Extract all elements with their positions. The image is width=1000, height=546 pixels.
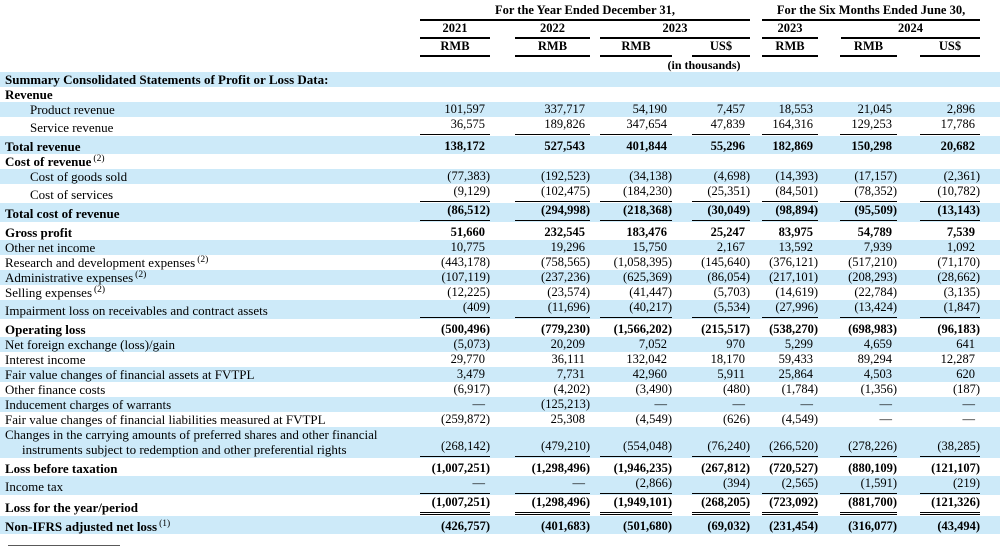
table-row	[0, 203, 1000, 222]
cell-value: 401,844	[626, 139, 667, 153]
cell-value: —	[962, 412, 976, 426]
cell-value: (40,217)	[590, 300, 672, 319]
cell-value: —	[879, 412, 893, 426]
cell-value: (22,784)	[854, 285, 898, 299]
row-label: Total cost of revenue	[5, 206, 120, 221]
table-row	[0, 412, 1000, 427]
cell-value: 36,575	[415, 117, 490, 136]
cell-value: 47,839	[672, 117, 750, 136]
cell-value: (626)	[722, 412, 751, 426]
cell-value: 55,296	[710, 139, 746, 153]
cell-value: 83,975	[778, 225, 814, 239]
cell-value: 232,545	[544, 225, 585, 239]
cell-value: 18,553	[778, 102, 814, 116]
row-label: Changes in the carrying amounts of preferred shares and other financial instruments subject to redemption and other preferential rights	[5, 427, 378, 457]
cell-value: 12,287	[940, 352, 976, 366]
cell-value: —	[490, 476, 590, 495]
cell-value: (125,213)	[541, 397, 590, 411]
cell-value: (1,784)	[781, 382, 819, 396]
header-spacer	[0, 0, 415, 21]
year-header-2021: 2021	[415, 21, 490, 39]
cell-value: 620	[956, 367, 976, 381]
cell-value: 4,659	[863, 337, 893, 351]
row-label: Loss before taxation	[5, 461, 118, 476]
table-row	[0, 154, 1000, 169]
currency-header: RMB	[415, 39, 490, 57]
cell-value: (121,326)	[897, 495, 1000, 516]
cell-value: —	[879, 397, 893, 411]
cell-value: (1,298,496)	[490, 495, 590, 516]
cell-value: (259,872)	[441, 412, 490, 426]
currency-header: RMB	[750, 39, 818, 57]
cell-value: (294,998)	[490, 203, 590, 222]
year-header-2023: 2023	[590, 21, 750, 39]
cell-value: (4,549)	[635, 412, 672, 426]
cell-value: (1,298,496)	[531, 461, 590, 475]
cell-value	[672, 87, 750, 102]
row-label: Administrative expenses $^{(2)}$	[5, 269, 147, 285]
cell-value: (4,202)	[553, 382, 590, 396]
cell-value: 101,597	[444, 102, 485, 116]
cell-value: (11,696)	[490, 300, 590, 319]
cell-value: 89,294	[857, 352, 893, 366]
cell-value: (218,368)	[590, 203, 672, 222]
row-label: Gross profit	[5, 225, 73, 240]
cell-value: 15,750	[632, 240, 667, 254]
cell-value: (43,494)	[937, 519, 981, 533]
cell-value: (231,454)	[769, 519, 819, 533]
cell-value: (1,566,202)	[613, 322, 672, 336]
cell-value: (9,129)	[415, 184, 490, 203]
cell-value: (217,101)	[769, 270, 819, 284]
cell-value: (6,917)	[453, 382, 490, 396]
col-group-label: For the Six Months Ended June 30,	[762, 3, 980, 21]
cell-value: 2,896	[946, 102, 976, 116]
table-row	[0, 352, 1000, 367]
cell-value: 641	[956, 337, 976, 351]
cell-value: 20,682	[940, 139, 976, 153]
cell-value: 7,731	[556, 367, 585, 381]
cell-value: 59,433	[778, 352, 814, 366]
cell-value: —	[415, 476, 490, 495]
cell-value: (266,520)	[750, 427, 818, 458]
cell-value: 7,539	[946, 225, 976, 239]
row-label: Operating loss	[5, 322, 86, 337]
row-label: Total revenue	[5, 139, 81, 154]
cell-value: 970	[726, 337, 746, 351]
table-row	[0, 255, 1000, 270]
year-header-2022: 2022	[490, 21, 590, 39]
cell-value: (3,135)	[943, 285, 981, 299]
table-row	[0, 117, 1000, 136]
cell-value: (5,534)	[672, 300, 750, 319]
cell-value: 18,170	[710, 352, 746, 366]
cell-value: 54,789	[857, 225, 893, 239]
cell-value: 51,660	[450, 225, 485, 239]
table-row	[0, 184, 1000, 203]
cell-value: —	[800, 397, 814, 411]
cell-value	[672, 72, 750, 87]
cell-value: 7,457	[716, 102, 746, 116]
table-row	[0, 72, 1000, 87]
row-label: Impairment loss on receivables and contract assets	[5, 303, 268, 318]
header-spacer	[0, 57, 415, 72]
table-row	[0, 427, 1000, 458]
header-spacer	[0, 21, 415, 39]
cell-value	[590, 87, 672, 102]
cell-value: 1,092	[946, 240, 976, 254]
cell-value: 7,939	[863, 240, 893, 254]
cell-value	[897, 154, 1000, 169]
table-row	[0, 240, 1000, 255]
cell-value: (219)	[897, 476, 1000, 495]
cell-value	[415, 72, 490, 87]
cell-value: 129,253	[818, 117, 897, 136]
cell-value	[490, 87, 590, 102]
cell-value	[590, 154, 672, 169]
cell-value: (86,512)	[415, 203, 490, 222]
cell-value: (1,946,235)	[613, 461, 672, 475]
cell-value: 25,864	[778, 367, 814, 381]
cell-value: (1,949,101)	[590, 495, 672, 516]
cell-value: (1,356)	[860, 382, 898, 396]
row-label: Product revenue	[30, 102, 115, 117]
cell-value: (34,138)	[629, 169, 672, 183]
cell-value: (10,782)	[897, 184, 1000, 203]
cell-value	[415, 154, 490, 169]
cell-value: 138,172	[444, 139, 485, 153]
row-label: Income tax	[5, 479, 64, 494]
cell-value: 36,111	[551, 352, 585, 366]
footnote-marker: (2)	[93, 153, 105, 164]
cell-value: (409)	[415, 300, 490, 319]
footnote-marker: (2)	[94, 284, 106, 295]
currency-header: RMB	[490, 39, 590, 57]
cell-value: 25,247	[710, 225, 746, 239]
row-label: Inducement charges of warrants	[5, 397, 172, 412]
row-label: Other finance costs	[5, 382, 106, 397]
cell-value: (237,236)	[541, 270, 590, 284]
cell-value: (779,230)	[541, 322, 590, 336]
cell-value: (102,475)	[490, 184, 590, 203]
currency-header: US$	[897, 39, 1000, 57]
cell-value: (479,210)	[490, 427, 590, 458]
cell-value: (187)	[952, 382, 981, 396]
cell-value: (758,565)	[541, 255, 590, 269]
cell-value: (2,565)	[750, 476, 818, 495]
cell-value: (316,077)	[848, 519, 898, 533]
cell-value: 29,770	[450, 352, 485, 366]
table-row	[0, 367, 1000, 382]
table-row	[0, 87, 1000, 102]
cell-value: (145,640)	[701, 255, 751, 269]
cell-value	[750, 87, 818, 102]
cell-value: (121,107)	[931, 461, 981, 475]
cell-value: (14,393)	[775, 169, 819, 183]
cell-value: (698,983)	[848, 322, 898, 336]
cell-value: (13,143)	[897, 203, 1000, 222]
cell-value: 182,869	[772, 139, 814, 153]
table-row	[0, 382, 1000, 397]
currency-header: RMB	[818, 39, 897, 57]
footnote-marker: (2)	[197, 254, 209, 265]
cell-value: (426,757)	[441, 519, 490, 533]
cell-value: (71,170)	[937, 255, 981, 269]
cell-value: 10,775	[450, 240, 485, 254]
row-label: Fair value changes of financial assets at FVTPL	[5, 367, 255, 382]
cell-value	[415, 87, 490, 102]
cell-value: 347,654	[590, 117, 672, 136]
row-label: Summary Consolidated Statements of Profit or Loss Data:	[5, 72, 329, 87]
cell-value: (25,351)	[672, 184, 750, 203]
cell-value: (376,121)	[769, 255, 819, 269]
cell-value	[750, 154, 818, 169]
cell-value: 2,167	[716, 240, 746, 254]
cell-value: (501,680)	[623, 519, 672, 533]
cell-value: (12,225)	[447, 285, 490, 299]
row-label: Research and development expenses $^{(2)}$	[5, 254, 209, 270]
cell-value: (720,527)	[769, 461, 819, 475]
cell-value	[672, 154, 750, 169]
table-body	[0, 72, 1000, 534]
cell-value: (443,178)	[441, 255, 490, 269]
col-group-six-months-jun30	[750, 0, 1000, 21]
cell-value	[897, 87, 1000, 102]
cell-value: (1,007,251)	[415, 495, 490, 516]
cell-value: (480)	[722, 382, 751, 396]
cell-value: (107,119)	[441, 270, 490, 284]
cell-value: 132,042	[626, 352, 667, 366]
row-label: Service revenue	[30, 120, 114, 135]
cell-value: (41,447)	[629, 285, 672, 299]
cell-value: (77,383)	[447, 169, 490, 183]
row-label: Non-IFRS adjusted net loss $^{(1)}$	[5, 518, 171, 534]
cell-value: (394)	[672, 476, 750, 495]
cell-value: 5,299	[784, 337, 814, 351]
cell-value: (538,270)	[769, 322, 819, 336]
cell-value: 13,592	[778, 240, 814, 254]
cell-value	[490, 154, 590, 169]
cell-value: (500,496)	[441, 322, 490, 336]
cell-value: (192,523)	[541, 169, 590, 183]
cell-value: (268,142)	[415, 427, 490, 458]
cell-value: 17,786	[897, 117, 1000, 136]
cell-value: (208,293)	[848, 270, 898, 284]
cell-value: (27,996)	[750, 300, 818, 319]
table-row	[0, 476, 1000, 495]
row-label: Loss for the year/period	[5, 500, 138, 515]
table-row	[0, 337, 1000, 352]
table-row	[0, 319, 1000, 337]
cell-value: (267,812)	[701, 461, 751, 475]
cell-value	[590, 72, 672, 87]
table-row	[0, 300, 1000, 319]
cell-value: (215,517)	[701, 322, 751, 336]
units-note: (in thousands)	[667, 58, 741, 72]
cell-value: —	[472, 397, 485, 411]
cell-value: —	[732, 397, 746, 411]
cell-value: 4,503	[863, 367, 893, 381]
cell-value: (2,866)	[590, 476, 672, 495]
cell-value: (1,058,395)	[613, 255, 672, 269]
table-row	[0, 169, 1000, 184]
cell-value: (554,048)	[590, 427, 672, 458]
year-header-2024: 2024	[818, 21, 1000, 39]
col-group-year-ended-dec31	[415, 0, 750, 21]
cell-value: (880,109)	[848, 461, 898, 475]
table-row	[0, 270, 1000, 285]
year-header-2023-interim: 2023	[750, 21, 818, 39]
cell-value: 54,190	[632, 102, 667, 116]
cell-value: 164,316	[750, 117, 818, 136]
table-row	[0, 136, 1000, 154]
cell-value: —	[962, 397, 976, 411]
cell-value	[818, 72, 897, 87]
footnote-marker: (2)	[135, 269, 147, 280]
cell-value: (5,703)	[713, 285, 751, 299]
cell-value: (4,698)	[713, 169, 751, 183]
row-label: Cost of revenue $^{(2)}$	[5, 153, 105, 169]
row-label: Interest income	[5, 352, 86, 367]
cell-value: (78,352)	[818, 184, 897, 203]
cell-value	[897, 72, 1000, 87]
cell-value: 183,476	[626, 225, 667, 239]
cell-value: 21,045	[857, 102, 893, 116]
cell-value: 19,296	[550, 240, 585, 254]
header-spacer	[818, 57, 1000, 72]
cell-value: (14,619)	[775, 285, 819, 299]
cell-value	[490, 72, 590, 87]
cell-value: 337,717	[544, 102, 585, 116]
cell-value: 25,308	[550, 412, 585, 426]
cell-value: (23,574)	[547, 285, 590, 299]
table-row	[0, 222, 1000, 240]
table-row	[0, 285, 1000, 300]
table-row	[0, 458, 1000, 476]
header-spacer	[490, 57, 590, 72]
cell-value: (881,700)	[818, 495, 897, 516]
row-label: Cost of goods sold	[30, 169, 128, 184]
col-group-label: For the Year Ended December 31,	[420, 3, 750, 21]
currency-header: US$	[672, 39, 750, 57]
cell-value: (517,210)	[848, 255, 898, 269]
cell-value	[818, 154, 897, 169]
footnote-marker: (1)	[159, 518, 171, 529]
cell-value: (1,847)	[897, 300, 1000, 319]
cell-value: (17,157)	[854, 169, 898, 183]
cell-value	[818, 87, 897, 102]
cell-value: (625,369)	[623, 270, 672, 284]
table-row	[0, 495, 1000, 516]
row-label: Fair value changes of financial liabilities measured at FVTPL	[5, 412, 326, 427]
cell-value: (268,205)	[672, 495, 750, 516]
cell-value: 150,298	[851, 139, 893, 153]
cell-value: (95,509)	[818, 203, 897, 222]
cell-value: (98,894)	[750, 203, 818, 222]
cell-value: (13,424)	[818, 300, 897, 319]
table-row	[0, 397, 1000, 412]
cell-value: (4,549)	[781, 412, 819, 426]
cell-value: (401,683)	[541, 519, 590, 533]
table-row	[0, 102, 1000, 117]
row-label: Selling expenses $^{(2)}$	[5, 284, 106, 300]
cell-value: (1,007,251)	[431, 461, 490, 475]
cell-value: (38,285)	[897, 427, 1000, 458]
table-row	[0, 516, 1000, 534]
header-spacer	[415, 57, 490, 72]
cell-value: 189,826	[490, 117, 590, 136]
cell-value: (3,490)	[635, 382, 672, 396]
cell-value: 20,209	[550, 337, 585, 351]
row-label: Revenue	[5, 87, 53, 102]
cell-value: 3,479	[456, 367, 485, 381]
cell-value: 5,911	[717, 367, 746, 381]
cell-value: (86,054)	[707, 270, 751, 284]
cell-value: —	[654, 397, 667, 411]
cell-value: (1,591)	[818, 476, 897, 495]
cell-value: (184,230)	[590, 184, 672, 203]
cell-value: (84,501)	[750, 184, 818, 203]
row-label: Net foreign exchange (loss)/gain	[5, 337, 176, 352]
cell-value	[750, 72, 818, 87]
cell-value: (96,183)	[937, 322, 981, 336]
cell-value: (723,092)	[750, 495, 818, 516]
row-label: Other net income	[5, 240, 96, 255]
cell-value: (69,032)	[707, 519, 751, 533]
cell-value: 42,960	[632, 367, 667, 381]
row-label: Cost of services	[30, 187, 114, 202]
currency-header: RMB	[590, 39, 672, 57]
cell-value: (2,361)	[943, 169, 981, 183]
cell-value: (76,240)	[672, 427, 750, 458]
cell-value: 527,543	[544, 139, 585, 153]
table-header	[0, 0, 1000, 72]
cell-value: (278,226)	[818, 427, 897, 458]
cell-value: 7,052	[638, 337, 667, 351]
cell-value: (5,073)	[453, 337, 490, 351]
cell-value: (30,049)	[672, 203, 750, 222]
header-spacer	[0, 39, 415, 57]
cell-value: (28,662)	[937, 270, 981, 284]
